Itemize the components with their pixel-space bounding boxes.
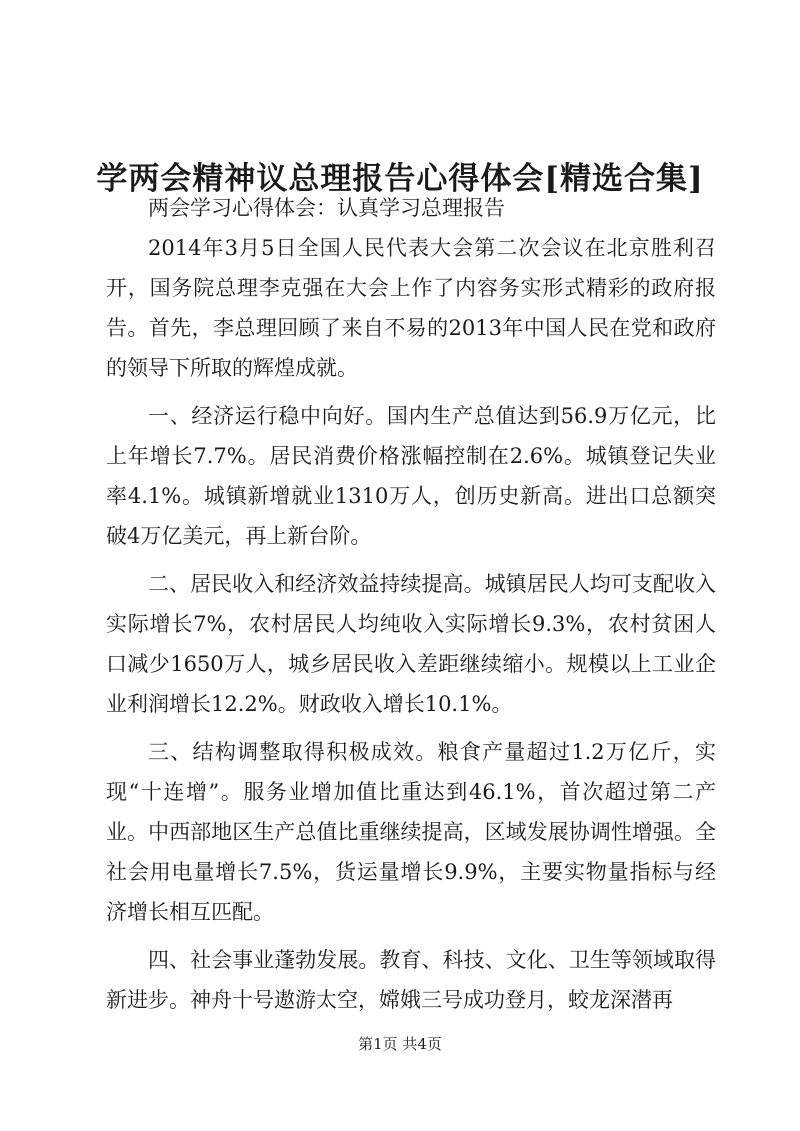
- document-title: 学两会精神议总理报告心得体会[精选合集]: [96, 160, 704, 197]
- paragraph-economy: 一、经济运行稳中向好。国内生产总值达到56.9万亿元，比上年增长7.7%。居民消费价格涨幅控制在2.6%。城镇登记失业率4.1%。城镇新增就业1310万人，创历史新高。进出口总额突破4万亿美元，再上新台阶。: [106, 404, 716, 548]
- paragraph-income: 二、居民收入和经济效益持续提高。城镇居民人均可支配收入实际增长7%，农村居民人均纯收入实际增长9.3%，农村贫困人口减少1650万人，城乡居民收入差距继续缩小。规模以上工业企业利润增长12.2%。财政收入增长10.1%。: [106, 572, 716, 716]
- paragraph-intro: 2014年3月5日全国人民代表大会第二次会议在北京胜利召开，国务院总理李克强在大会上作了内容务实形式精彩的政府报告。首先，李总理回顾了来自不易的2013年中国人民在党和政府的领导下所取的辉煌成就。: [106, 236, 716, 380]
- document-body: [106, 188, 716, 1028]
- document-subtitle: 两会学习心得体会：认真学习总理报告: [148, 196, 505, 220]
- page-indicator: 第1页 共4页: [358, 1035, 442, 1053]
- paragraph-structure: 三、结构调整取得积极成效。粮食产量超过1.2万亿斤，实现“十连增”。服务业增加值比重达到46.1%，首次超过第二产业。中西部地区生产总值比重继续提高，区域发展协调性增强。全社会用电量增长7.5%，货运量增长9.9%，主要实物量指标与经济增长相互匹配。: [106, 740, 716, 924]
- paragraph-social: 四、社会事业蓬勃发展。教育、科技、文化、卫生等领域取得新进步。神舟十号遨游太空，嫦娥三号成功登月，蛟龙深潜再: [106, 948, 716, 1012]
